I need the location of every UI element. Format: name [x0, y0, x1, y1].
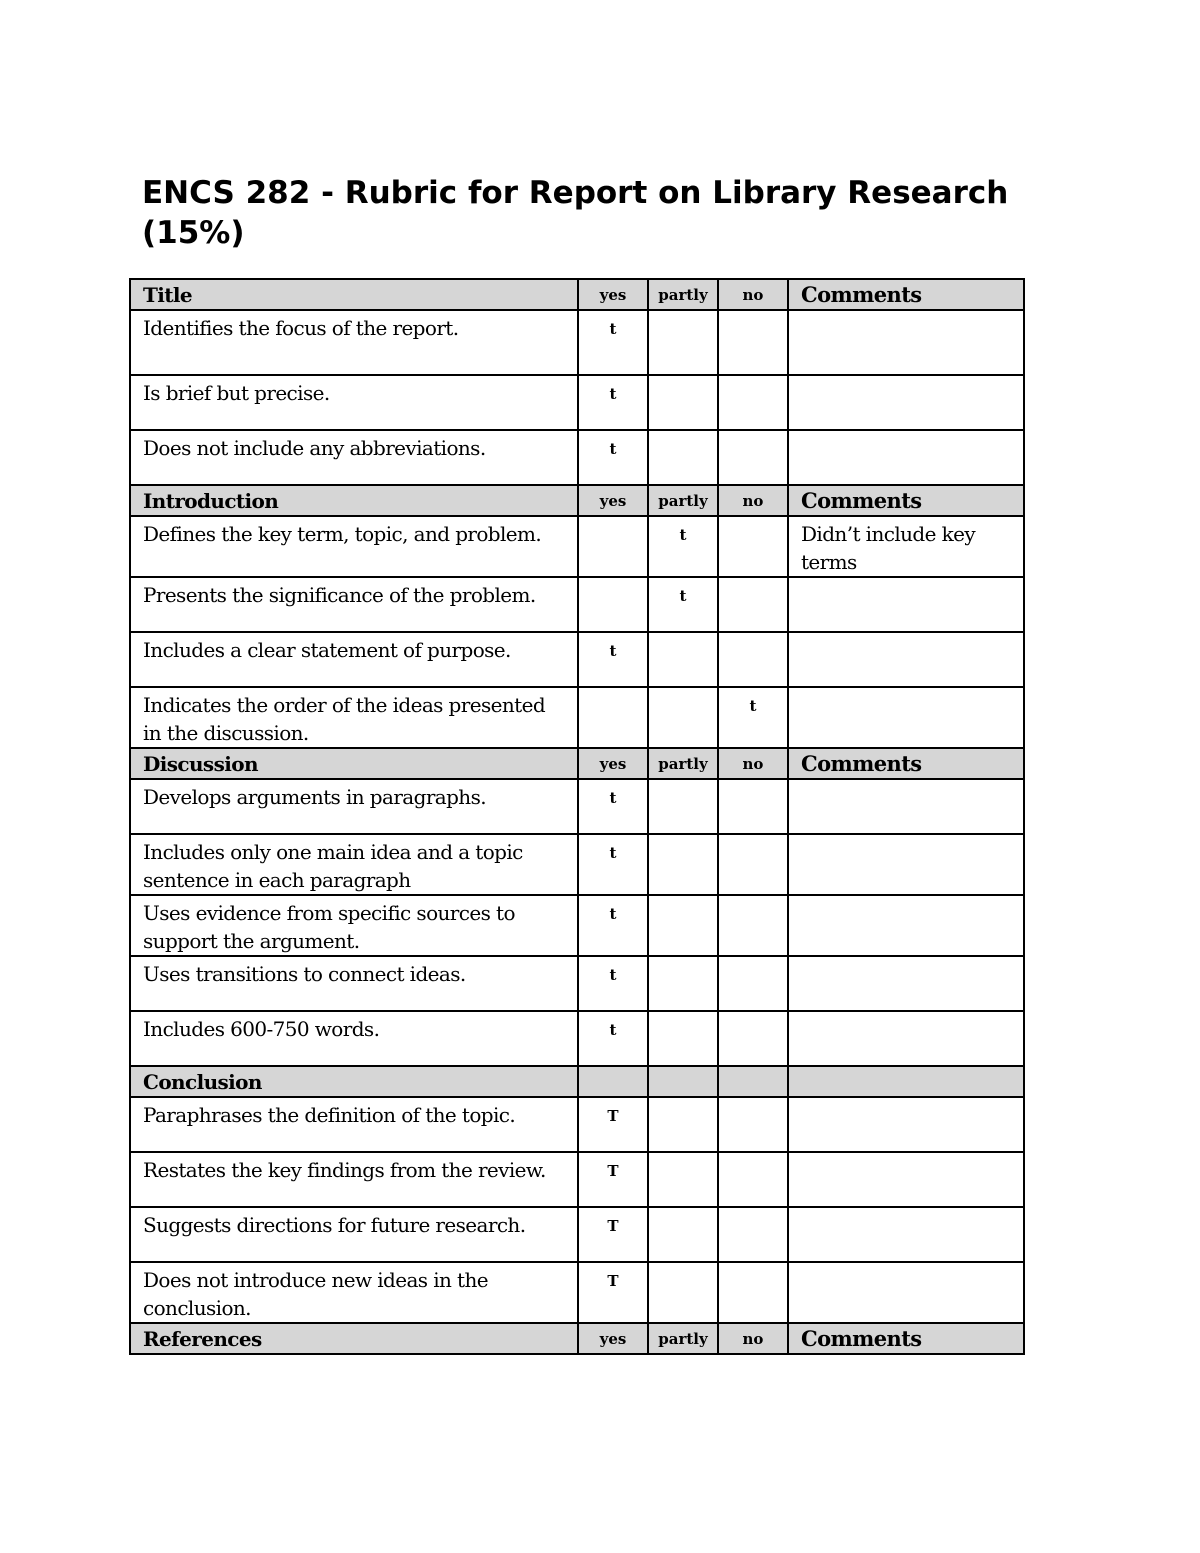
criterion-text: Uses evidence from specific sources to support the argument. [130, 895, 578, 956]
comment-cell [788, 375, 1024, 430]
partly-mark [648, 310, 718, 375]
no-mark [718, 632, 788, 687]
yes-mark: t [578, 632, 648, 687]
section-header-introduction [130, 485, 1024, 516]
criterion-text: Develops arguments in paragraphs. [130, 779, 578, 834]
rubric-row [130, 834, 1024, 895]
comment-cell [788, 632, 1024, 687]
section-label: Conclusion [130, 1066, 578, 1097]
section-label: Discussion [130, 748, 578, 779]
section-label: Introduction [130, 485, 578, 516]
criterion-text: Restates the key findings from the review. [130, 1152, 578, 1207]
rubric-row [130, 632, 1024, 687]
partly-mark [648, 1011, 718, 1066]
rubric-row [130, 1097, 1024, 1152]
rubric-row [130, 516, 1024, 577]
no-mark [718, 310, 788, 375]
comment-cell [788, 310, 1024, 375]
comment-cell: Didn’t include key terms [788, 516, 1024, 577]
no-mark [718, 779, 788, 834]
partly-mark [648, 834, 718, 895]
no-mark [718, 1011, 788, 1066]
criterion-text: Presents the significance of the problem. [130, 577, 578, 632]
partly-mark [648, 687, 718, 748]
no-mark [718, 1207, 788, 1262]
partly-mark [648, 779, 718, 834]
criterion-text: Does not include any abbreviations. [130, 430, 578, 485]
yes-mark: T [578, 1152, 648, 1207]
partly-mark [648, 375, 718, 430]
yes-mark: t [578, 956, 648, 1011]
no-mark [718, 834, 788, 895]
no-mark [718, 577, 788, 632]
yes-column-header: yes [578, 485, 648, 516]
criterion-text: Includes only one main idea and a topic sentence in each paragraph [130, 834, 578, 895]
rubric-row [130, 956, 1024, 1011]
no-mark [718, 516, 788, 577]
section-header-title [130, 279, 1024, 310]
empty-header-cell [788, 1066, 1024, 1097]
comment-cell [788, 1262, 1024, 1323]
no-mark [718, 375, 788, 430]
document-title: ENCS 282 - Rubric for Report on Library Research (15%) [142, 175, 1009, 251]
no-mark [718, 1262, 788, 1323]
rubric-row [130, 687, 1024, 748]
rubric-row [130, 310, 1024, 375]
section-header-conclusion [130, 1066, 1024, 1097]
yes-column-header: yes [578, 748, 648, 779]
yes-column-header: yes [578, 279, 648, 310]
section-header-discussion [130, 748, 1024, 779]
no-column-header: no [718, 748, 788, 779]
criterion-text: Indicates the order of the ideas presented in the discussion. [130, 687, 578, 748]
yes-column-header: yes [578, 1323, 648, 1354]
criterion-text: Uses transitions to connect ideas. [130, 956, 578, 1011]
rubric-row [130, 1262, 1024, 1323]
yes-mark [578, 516, 648, 577]
comment-cell [788, 1097, 1024, 1152]
comment-cell [788, 430, 1024, 485]
partly-mark: t [648, 577, 718, 632]
comments-column-header: Comments [788, 279, 1024, 310]
rubric-row [130, 1011, 1024, 1066]
criterion-text: Is brief but precise. [130, 375, 578, 430]
comment-cell [788, 687, 1024, 748]
section-label: Title [130, 279, 578, 310]
yes-mark: T [578, 1207, 648, 1262]
yes-mark [578, 577, 648, 632]
partly-column-header: partly [648, 485, 718, 516]
rubric-table [129, 278, 1025, 1355]
comment-cell [788, 956, 1024, 1011]
partly-column-header: partly [648, 1323, 718, 1354]
no-mark: t [718, 687, 788, 748]
partly-mark [648, 430, 718, 485]
comments-column-header: Comments [788, 1323, 1024, 1354]
partly-mark [648, 895, 718, 956]
yes-mark: t [578, 779, 648, 834]
criterion-text: Includes a clear statement of purpose. [130, 632, 578, 687]
yes-mark: T [578, 1097, 648, 1152]
partly-mark [648, 1207, 718, 1262]
section-label: References [130, 1323, 578, 1354]
criterion-text: Includes 600-750 words. [130, 1011, 578, 1066]
partly-column-header: partly [648, 279, 718, 310]
criterion-text: Suggests directions for future research. [130, 1207, 578, 1262]
yes-mark: t [578, 895, 648, 956]
criterion-text: Identifies the focus of the report. [130, 310, 578, 375]
criterion-text: Defines the key term, topic, and problem. [130, 516, 578, 577]
rubric-row [130, 779, 1024, 834]
comments-column-header: Comments [788, 748, 1024, 779]
rubric-row [130, 1207, 1024, 1262]
rubric-row [130, 895, 1024, 956]
partly-mark [648, 1262, 718, 1323]
comment-cell [788, 779, 1024, 834]
yes-mark: t [578, 834, 648, 895]
comment-cell [788, 895, 1024, 956]
partly-column-header: partly [648, 748, 718, 779]
no-mark [718, 895, 788, 956]
empty-header-cell [718, 1066, 788, 1097]
rubric-row [130, 1152, 1024, 1207]
yes-mark: T [578, 1262, 648, 1323]
partly-mark [648, 1152, 718, 1207]
criterion-text: Paraphrases the definition of the topic. [130, 1097, 578, 1152]
no-mark [718, 956, 788, 1011]
comments-column-header: Comments [788, 485, 1024, 516]
section-header-references [130, 1323, 1024, 1354]
no-column-header: no [718, 485, 788, 516]
no-mark [718, 1152, 788, 1207]
comment-cell [788, 834, 1024, 895]
partly-mark [648, 1097, 718, 1152]
partly-mark [648, 632, 718, 687]
partly-mark: t [648, 516, 718, 577]
yes-mark: t [578, 310, 648, 375]
criterion-text: Does not introduce new ideas in the conclusion. [130, 1262, 578, 1323]
rubric-row [130, 375, 1024, 430]
partly-mark [648, 956, 718, 1011]
yes-mark: t [578, 1011, 648, 1066]
yes-mark [578, 687, 648, 748]
comment-cell [788, 1207, 1024, 1262]
rubric-row [130, 577, 1024, 632]
no-column-header: no [718, 1323, 788, 1354]
comment-cell [788, 1152, 1024, 1207]
empty-header-cell [648, 1066, 718, 1097]
yes-mark: t [578, 430, 648, 485]
comment-cell [788, 1011, 1024, 1066]
comment-cell [788, 577, 1024, 632]
rubric-row [130, 430, 1024, 485]
no-mark [718, 1097, 788, 1152]
no-column-header: no [718, 279, 788, 310]
yes-mark: t [578, 375, 648, 430]
no-mark [718, 430, 788, 485]
empty-header-cell [578, 1066, 648, 1097]
